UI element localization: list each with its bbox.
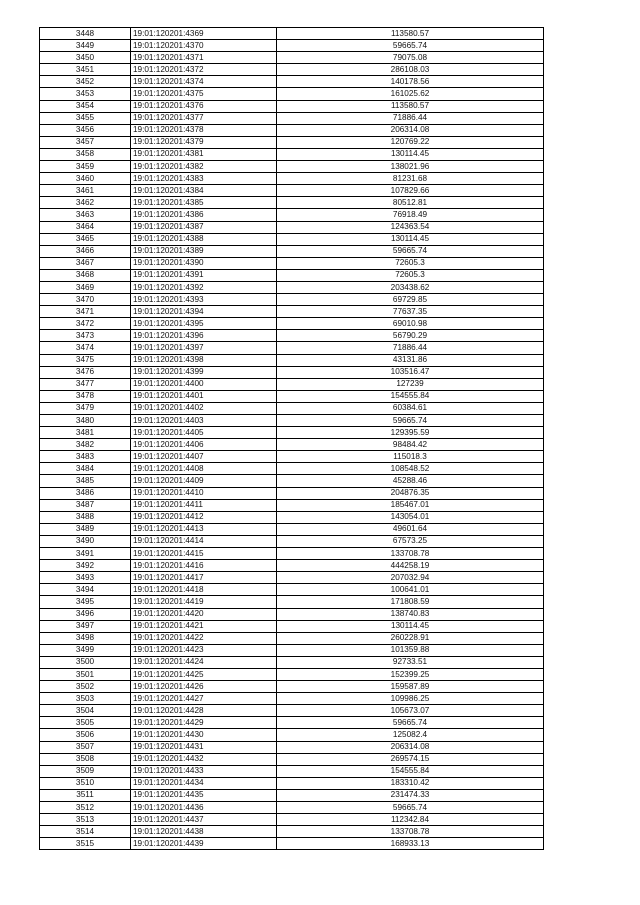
row-number-cell: 3475	[40, 354, 131, 366]
row-number-cell: 3511	[40, 789, 131, 801]
cadastral-number-cell: 19:01:120201:4388	[131, 233, 277, 245]
row-number-cell: 3496	[40, 608, 131, 620]
amount-cell: 115018.3	[277, 451, 544, 463]
amount-cell: 204876.35	[277, 487, 544, 499]
table-row	[40, 523, 544, 535]
cadastral-number-cell: 19:01:120201:4372	[131, 64, 277, 76]
row-number-cell: 3457	[40, 136, 131, 148]
cadastral-number-cell: 19:01:120201:4428	[131, 705, 277, 717]
cadastral-number-cell: 19:01:120201:4416	[131, 560, 277, 572]
row-number-cell: 3512	[40, 802, 131, 814]
row-number-cell: 3493	[40, 572, 131, 584]
amount-cell: 77637.35	[277, 306, 544, 318]
table-row	[40, 826, 544, 838]
amount-cell: 60384.61	[277, 402, 544, 414]
amount-cell: 100641.01	[277, 584, 544, 596]
amount-cell: 143054.01	[277, 511, 544, 523]
amount-cell: 59665.74	[277, 245, 544, 257]
amount-cell: 260228.91	[277, 632, 544, 644]
row-number-cell: 3476	[40, 366, 131, 378]
amount-cell: 286108.03	[277, 64, 544, 76]
cadastral-number-cell: 19:01:120201:4369	[131, 28, 277, 40]
amount-cell: 45288.46	[277, 475, 544, 487]
cadastral-number-cell: 19:01:120201:4389	[131, 245, 277, 257]
table-row	[40, 402, 544, 414]
cadastral-number-cell: 19:01:120201:4420	[131, 608, 277, 620]
amount-cell: 72605.3	[277, 269, 544, 281]
table-row	[40, 439, 544, 451]
table-row	[40, 318, 544, 330]
table-row	[40, 40, 544, 52]
row-number-cell: 3502	[40, 681, 131, 693]
table-row	[40, 656, 544, 668]
row-number-cell: 3513	[40, 814, 131, 826]
table-row	[40, 668, 544, 680]
row-number-cell: 3456	[40, 124, 131, 136]
cadastral-number-cell: 19:01:120201:4379	[131, 136, 277, 148]
row-number-cell: 3481	[40, 427, 131, 439]
row-number-cell: 3501	[40, 668, 131, 680]
cadastral-number-cell: 19:01:120201:4424	[131, 656, 277, 668]
row-number-cell: 3454	[40, 100, 131, 112]
cadastral-number-cell: 19:01:120201:4385	[131, 197, 277, 209]
table-row	[40, 378, 544, 390]
row-number-cell: 3498	[40, 632, 131, 644]
row-number-cell: 3450	[40, 52, 131, 64]
table-row	[40, 100, 544, 112]
row-number-cell: 3467	[40, 257, 131, 269]
table-row	[40, 572, 544, 584]
row-number-cell: 3505	[40, 717, 131, 729]
amount-cell: 59665.74	[277, 40, 544, 52]
cadastral-number-cell: 19:01:120201:4391	[131, 269, 277, 281]
cadastral-number-cell: 19:01:120201:4415	[131, 548, 277, 560]
table-row	[40, 148, 544, 160]
row-number-cell: 3477	[40, 378, 131, 390]
amount-cell: 124363.54	[277, 221, 544, 233]
cadastral-number-cell: 19:01:120201:4386	[131, 209, 277, 221]
cadastral-number-cell: 19:01:120201:4435	[131, 789, 277, 801]
row-number-cell: 3471	[40, 306, 131, 318]
row-number-cell: 3452	[40, 76, 131, 88]
amount-cell: 161025.62	[277, 88, 544, 100]
amount-cell: 80512.81	[277, 197, 544, 209]
amount-cell: 129395.59	[277, 427, 544, 439]
table-row	[40, 487, 544, 499]
cadastral-number-cell: 19:01:120201:4427	[131, 693, 277, 705]
amount-cell: 206314.08	[277, 124, 544, 136]
amount-cell: 69010.98	[277, 318, 544, 330]
table-row	[40, 705, 544, 717]
row-number-cell: 3480	[40, 415, 131, 427]
amount-cell: 67573.25	[277, 535, 544, 547]
table-row	[40, 306, 544, 318]
row-number-cell: 3495	[40, 596, 131, 608]
cadastral-number-cell: 19:01:120201:4412	[131, 511, 277, 523]
row-number-cell: 3468	[40, 269, 131, 281]
cadastral-number-cell: 19:01:120201:4423	[131, 644, 277, 656]
amount-cell: 105673.07	[277, 705, 544, 717]
cadastral-number-cell: 19:01:120201:4437	[131, 814, 277, 826]
table-row	[40, 584, 544, 596]
row-number-cell: 3508	[40, 753, 131, 765]
amount-cell: 79075.08	[277, 52, 544, 64]
row-number-cell: 3464	[40, 221, 131, 233]
cadastral-number-cell: 19:01:120201:4374	[131, 76, 277, 88]
row-number-cell: 3458	[40, 148, 131, 160]
amount-cell: 138021.96	[277, 161, 544, 173]
table-row	[40, 76, 544, 88]
cadastral-number-cell: 19:01:120201:4409	[131, 475, 277, 487]
cadastral-number-cell: 19:01:120201:4430	[131, 729, 277, 741]
cadastral-number-cell: 19:01:120201:4410	[131, 487, 277, 499]
data-table	[39, 27, 544, 850]
row-number-cell: 3461	[40, 185, 131, 197]
table-row	[40, 366, 544, 378]
row-number-cell: 3492	[40, 560, 131, 572]
table-row	[40, 233, 544, 245]
table-row	[40, 693, 544, 705]
row-number-cell: 3478	[40, 390, 131, 402]
cadastral-number-cell: 19:01:120201:4382	[131, 161, 277, 173]
row-number-cell: 3494	[40, 584, 131, 596]
table-row	[40, 221, 544, 233]
amount-cell: 92733.51	[277, 656, 544, 668]
cadastral-number-cell: 19:01:120201:4432	[131, 753, 277, 765]
cadastral-number-cell: 19:01:120201:4431	[131, 741, 277, 753]
table-row	[40, 112, 544, 124]
row-number-cell: 3509	[40, 765, 131, 777]
table-row	[40, 173, 544, 185]
row-number-cell: 3463	[40, 209, 131, 221]
row-number-cell: 3503	[40, 693, 131, 705]
row-number-cell: 3459	[40, 161, 131, 173]
row-number-cell: 3510	[40, 777, 131, 789]
table-row	[40, 560, 544, 572]
row-number-cell: 3472	[40, 318, 131, 330]
table-row	[40, 475, 544, 487]
amount-cell: 152399.25	[277, 668, 544, 680]
cadastral-number-cell: 19:01:120201:4425	[131, 668, 277, 680]
table-row	[40, 596, 544, 608]
row-number-cell: 3448	[40, 28, 131, 40]
table-body	[40, 28, 544, 850]
table-row	[40, 136, 544, 148]
cadastral-number-cell: 19:01:120201:4417	[131, 572, 277, 584]
cadastral-number-cell: 19:01:120201:4429	[131, 717, 277, 729]
row-number-cell: 3487	[40, 499, 131, 511]
row-number-cell: 3500	[40, 656, 131, 668]
row-number-cell: 3460	[40, 173, 131, 185]
amount-cell: 103516.47	[277, 366, 544, 378]
cadastral-number-cell: 19:01:120201:4406	[131, 439, 277, 451]
cadastral-number-cell: 19:01:120201:4371	[131, 52, 277, 64]
amount-cell: 125082.4	[277, 729, 544, 741]
row-number-cell: 3497	[40, 620, 131, 632]
row-number-cell: 3483	[40, 451, 131, 463]
row-number-cell: 3470	[40, 294, 131, 306]
table-row	[40, 548, 544, 560]
amount-cell: 108548.52	[277, 463, 544, 475]
amount-cell: 159587.89	[277, 681, 544, 693]
amount-cell: 130114.45	[277, 620, 544, 632]
cadastral-number-cell: 19:01:120201:4392	[131, 281, 277, 293]
table-row	[40, 717, 544, 729]
cadastral-number-cell: 19:01:120201:4401	[131, 390, 277, 402]
row-number-cell: 3451	[40, 64, 131, 76]
cadastral-number-cell: 19:01:120201:4393	[131, 294, 277, 306]
amount-cell: 101359.88	[277, 644, 544, 656]
cadastral-number-cell: 19:01:120201:4370	[131, 40, 277, 52]
table-row	[40, 608, 544, 620]
cadastral-number-cell: 19:01:120201:4402	[131, 402, 277, 414]
amount-cell: 76918.49	[277, 209, 544, 221]
amount-cell: 154555.84	[277, 765, 544, 777]
cadastral-number-cell: 19:01:120201:4398	[131, 354, 277, 366]
row-number-cell: 3474	[40, 342, 131, 354]
amount-cell: 69729.85	[277, 294, 544, 306]
amount-cell: 127239	[277, 378, 544, 390]
row-number-cell: 3484	[40, 463, 131, 475]
amount-cell: 43131.86	[277, 354, 544, 366]
table-row	[40, 802, 544, 814]
cadastral-number-cell: 19:01:120201:4375	[131, 88, 277, 100]
row-number-cell: 3499	[40, 644, 131, 656]
cadastral-number-cell: 19:01:120201:4433	[131, 765, 277, 777]
amount-cell: 206314.08	[277, 741, 544, 753]
table-row	[40, 463, 544, 475]
cadastral-number-cell: 19:01:120201:4381	[131, 148, 277, 160]
amount-cell: 171808.59	[277, 596, 544, 608]
amount-cell: 183310.42	[277, 777, 544, 789]
table-row	[40, 185, 544, 197]
cadastral-number-cell: 19:01:120201:4387	[131, 221, 277, 233]
amount-cell: 113580.57	[277, 28, 544, 40]
cadastral-number-cell: 19:01:120201:4411	[131, 499, 277, 511]
table-row	[40, 269, 544, 281]
amount-cell: 59665.74	[277, 717, 544, 729]
amount-cell: 130114.45	[277, 148, 544, 160]
amount-cell: 203438.62	[277, 281, 544, 293]
cadastral-number-cell: 19:01:120201:4414	[131, 535, 277, 547]
cadastral-number-cell: 19:01:120201:4434	[131, 777, 277, 789]
row-number-cell: 3507	[40, 741, 131, 753]
table-row	[40, 729, 544, 741]
table-row	[40, 427, 544, 439]
amount-cell: 133708.78	[277, 826, 544, 838]
amount-cell: 444258.19	[277, 560, 544, 572]
cadastral-number-cell: 19:01:120201:4384	[131, 185, 277, 197]
amount-cell: 72605.3	[277, 257, 544, 269]
cadastral-number-cell: 19:01:120201:4419	[131, 596, 277, 608]
row-number-cell: 3473	[40, 330, 131, 342]
table-row	[40, 814, 544, 826]
amount-cell: 269574.15	[277, 753, 544, 765]
amount-cell: 133708.78	[277, 548, 544, 560]
cadastral-number-cell: 19:01:120201:4394	[131, 306, 277, 318]
cadastral-number-cell: 19:01:120201:4390	[131, 257, 277, 269]
amount-cell: 138740.83	[277, 608, 544, 620]
table-row	[40, 28, 544, 40]
table-row	[40, 777, 544, 789]
row-number-cell: 3486	[40, 487, 131, 499]
cadastral-number-cell: 19:01:120201:4439	[131, 838, 277, 850]
table-row	[40, 620, 544, 632]
amount-cell: 81231.68	[277, 173, 544, 185]
amount-cell: 154555.84	[277, 390, 544, 402]
amount-cell: 113580.57	[277, 100, 544, 112]
table-row	[40, 342, 544, 354]
table-row	[40, 390, 544, 402]
row-number-cell: 3469	[40, 281, 131, 293]
cadastral-number-cell: 19:01:120201:4403	[131, 415, 277, 427]
row-number-cell: 3465	[40, 233, 131, 245]
cadastral-number-cell: 19:01:120201:4376	[131, 100, 277, 112]
row-number-cell: 3449	[40, 40, 131, 52]
amount-cell: 168933.13	[277, 838, 544, 850]
cadastral-number-cell: 19:01:120201:4377	[131, 112, 277, 124]
table-row	[40, 765, 544, 777]
row-number-cell: 3515	[40, 838, 131, 850]
cadastral-number-cell: 19:01:120201:4395	[131, 318, 277, 330]
cadastral-number-cell: 19:01:120201:4422	[131, 632, 277, 644]
cadastral-number-cell: 19:01:120201:4378	[131, 124, 277, 136]
table-row	[40, 789, 544, 801]
cadastral-number-cell: 19:01:120201:4413	[131, 523, 277, 535]
row-number-cell: 3488	[40, 511, 131, 523]
amount-cell: 71886.44	[277, 342, 544, 354]
cadastral-number-cell: 19:01:120201:4438	[131, 826, 277, 838]
cadastral-number-cell: 19:01:120201:4383	[131, 173, 277, 185]
row-number-cell: 3453	[40, 88, 131, 100]
table-row	[40, 644, 544, 656]
amount-cell: 120769.22	[277, 136, 544, 148]
amount-cell: 71886.44	[277, 112, 544, 124]
table-row	[40, 281, 544, 293]
amount-cell: 98484.42	[277, 439, 544, 451]
table-row	[40, 535, 544, 547]
table-row	[40, 52, 544, 64]
cadastral-number-cell: 19:01:120201:4399	[131, 366, 277, 378]
table-row	[40, 354, 544, 366]
table-row	[40, 415, 544, 427]
amount-cell: 56790.29	[277, 330, 544, 342]
amount-cell: 207032.94	[277, 572, 544, 584]
table-row	[40, 88, 544, 100]
cadastral-number-cell: 19:01:120201:4408	[131, 463, 277, 475]
table-row	[40, 681, 544, 693]
table-row	[40, 511, 544, 523]
table-row	[40, 64, 544, 76]
table-row	[40, 838, 544, 850]
table-row	[40, 741, 544, 753]
table-row	[40, 294, 544, 306]
amount-cell: 59665.74	[277, 415, 544, 427]
table-row	[40, 245, 544, 257]
table-row	[40, 499, 544, 511]
cadastral-number-cell: 19:01:120201:4400	[131, 378, 277, 390]
table-row	[40, 197, 544, 209]
cadastral-number-cell: 19:01:120201:4436	[131, 802, 277, 814]
row-number-cell: 3455	[40, 112, 131, 124]
row-number-cell: 3506	[40, 729, 131, 741]
amount-cell: 231474.33	[277, 789, 544, 801]
cadastral-number-cell: 19:01:120201:4396	[131, 330, 277, 342]
cadastral-number-cell: 19:01:120201:4426	[131, 681, 277, 693]
amount-cell: 140178.56	[277, 76, 544, 88]
row-number-cell: 3504	[40, 705, 131, 717]
table-row	[40, 753, 544, 765]
table-row	[40, 124, 544, 136]
table-row	[40, 330, 544, 342]
table-row	[40, 209, 544, 221]
amount-cell: 112342.84	[277, 814, 544, 826]
amount-cell: 185467.01	[277, 499, 544, 511]
cadastral-number-cell: 19:01:120201:4421	[131, 620, 277, 632]
amount-cell: 107829.66	[277, 185, 544, 197]
amount-cell: 109986.25	[277, 693, 544, 705]
table-row	[40, 451, 544, 463]
table-row	[40, 161, 544, 173]
row-number-cell: 3482	[40, 439, 131, 451]
amount-cell: 49601.64	[277, 523, 544, 535]
cadastral-number-cell: 19:01:120201:4397	[131, 342, 277, 354]
amount-cell: 59665.74	[277, 802, 544, 814]
row-number-cell: 3466	[40, 245, 131, 257]
cadastral-number-cell: 19:01:120201:4418	[131, 584, 277, 596]
row-number-cell: 3462	[40, 197, 131, 209]
row-number-cell: 3514	[40, 826, 131, 838]
table-row	[40, 257, 544, 269]
amount-cell: 130114.45	[277, 233, 544, 245]
row-number-cell: 3490	[40, 535, 131, 547]
row-number-cell: 3479	[40, 402, 131, 414]
row-number-cell: 3485	[40, 475, 131, 487]
cadastral-number-cell: 19:01:120201:4407	[131, 451, 277, 463]
cadastral-number-cell: 19:01:120201:4405	[131, 427, 277, 439]
row-number-cell: 3491	[40, 548, 131, 560]
row-number-cell: 3489	[40, 523, 131, 535]
table-row	[40, 632, 544, 644]
